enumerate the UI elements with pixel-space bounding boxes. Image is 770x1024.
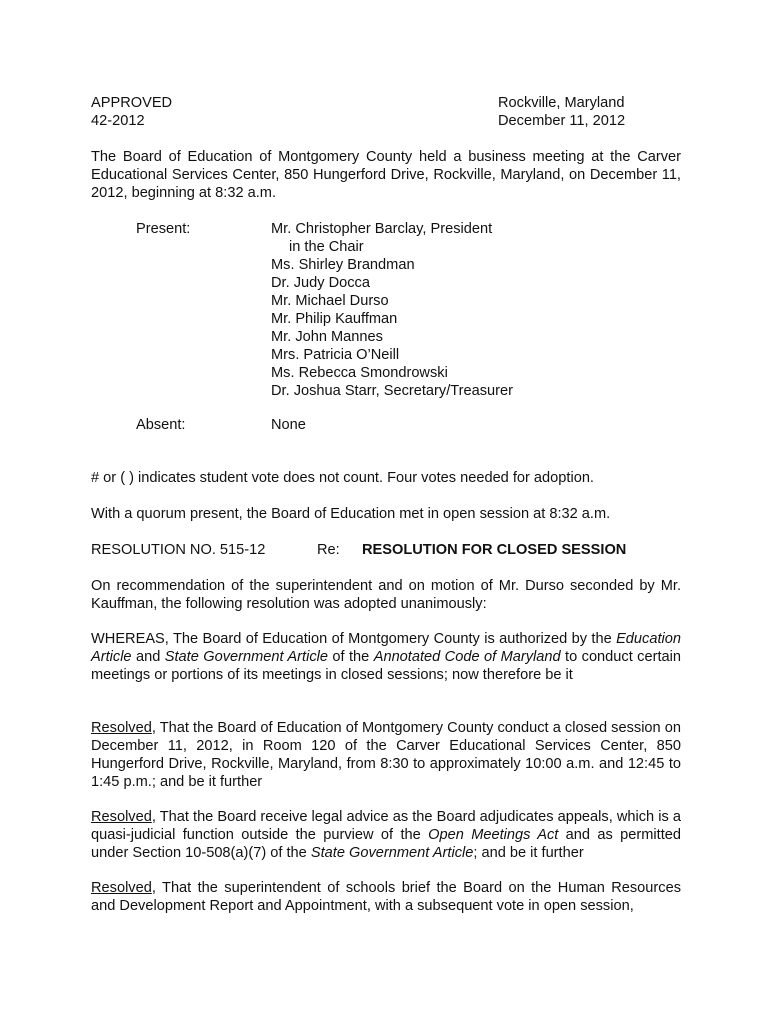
approval-status: APPROVED bbox=[91, 95, 173, 111]
resolved-2-text-2: and as permitted under Section 10-508(a)(7) of the bbox=[91, 827, 681, 861]
member-docca: Dr. Judy Docca bbox=[271, 275, 370, 291]
member-smondrowski: Ms. Rebecca Smondrowski bbox=[271, 365, 448, 381]
whereas-text-1: WHEREAS, The Board of Education of Montgomery County is authorized by the bbox=[91, 631, 617, 647]
vote-note: # or ( ) indicates student vote does not count. Four votes needed for adoption. bbox=[91, 470, 594, 486]
member-oneill: Mrs. Patricia O’Neill bbox=[271, 347, 400, 363]
member-barclay-role: in the Chair bbox=[289, 239, 364, 255]
present-label: Present: bbox=[136, 221, 191, 237]
annotated-code-ref: Annotated Code of Maryland bbox=[373, 649, 561, 665]
whereas-paragraph bbox=[91, 630, 681, 684]
resolution-re-label: Re: bbox=[317, 542, 340, 558]
resolved-label: Resolved bbox=[91, 880, 152, 896]
open-meetings-act-ref: Open Meetings Act bbox=[428, 827, 559, 843]
resolved-paragraph-1 bbox=[91, 719, 681, 791]
intro-paragraph: The Board of Education of Montgomery County held a business meeting at the Carver Educational Services Center, 850 Hungerford Drive, Rockville, Maryland, on December 11, 2012, beginning at 8:32 a.m. bbox=[91, 149, 681, 201]
whereas-text-4: to conduct certain meetings or portions of its meetings in closed sessions; now therefore be it bbox=[91, 649, 681, 683]
member-mannes: Mr. John Mannes bbox=[271, 329, 383, 345]
present-members-list bbox=[271, 220, 513, 400]
resolved-2-text-1: , That the Board receive legal advice as the Board adjudicates appeals, which is a quasi-judicial function outside the purview of the bbox=[91, 809, 681, 843]
minutes-number: 42-2012 bbox=[91, 113, 145, 129]
member-kauffman: Mr. Philip Kauffman bbox=[271, 311, 398, 327]
state-government-article-ref: State Government Article bbox=[310, 845, 474, 861]
meeting-date: December 11, 2012 bbox=[498, 113, 626, 129]
whereas-text-2: and bbox=[131, 649, 165, 665]
recommendation-paragraph: On recommendation of the superintendent and on motion of Mr. Durso seconded by Mr. Kauffman, the following resolution was adopted unanimously: bbox=[91, 578, 681, 612]
absent-value: None bbox=[271, 417, 306, 433]
resolved-label: Resolved bbox=[91, 720, 152, 736]
member-durso: Mr. Michael Durso bbox=[271, 293, 389, 309]
meeting-location: Rockville, Maryland bbox=[498, 95, 625, 111]
resolved-1-text: , That the Board of Education of Montgomery County conduct a closed session on December 11, 2012, in Room 120 of the Carver Educational Services Center, 850 Hungerford Drive, Rockville, Maryland, from 8:30 to approximately 10:00 a.m. and 12:45 to 1:45 p.m.; and be it further bbox=[91, 720, 681, 790]
resolved-label: Resolved bbox=[91, 809, 152, 825]
resolution-number: RESOLUTION NO. 515-12 bbox=[91, 542, 266, 558]
member-brandman: Ms. Shirley Brandman bbox=[271, 257, 415, 273]
quorum-statement: With a quorum present, the Board of Education met in open session at 8:32 a.m. bbox=[91, 506, 611, 522]
state-government-article-ref: State Government Article bbox=[164, 649, 328, 665]
resolved-3-text: , That the superintendent of schools brief the Board on the Human Resources and Development Report and Appointment, with a subsequent vote in open session, bbox=[91, 880, 681, 914]
resolved-paragraph-2 bbox=[91, 808, 681, 862]
education-article-ref: Education Article bbox=[91, 631, 681, 665]
member-barclay: Mr. Christopher Barclay, President bbox=[271, 221, 493, 237]
absent-label: Absent: bbox=[136, 417, 186, 433]
member-starr: Dr. Joshua Starr, Secretary/Treasurer bbox=[271, 383, 513, 399]
resolution-title: RESOLUTION FOR CLOSED SESSION bbox=[362, 542, 627, 558]
resolved-paragraph-3 bbox=[91, 879, 681, 915]
whereas-text-3: of the bbox=[327, 649, 374, 665]
resolved-2-text-3: ; and be it further bbox=[473, 845, 584, 861]
